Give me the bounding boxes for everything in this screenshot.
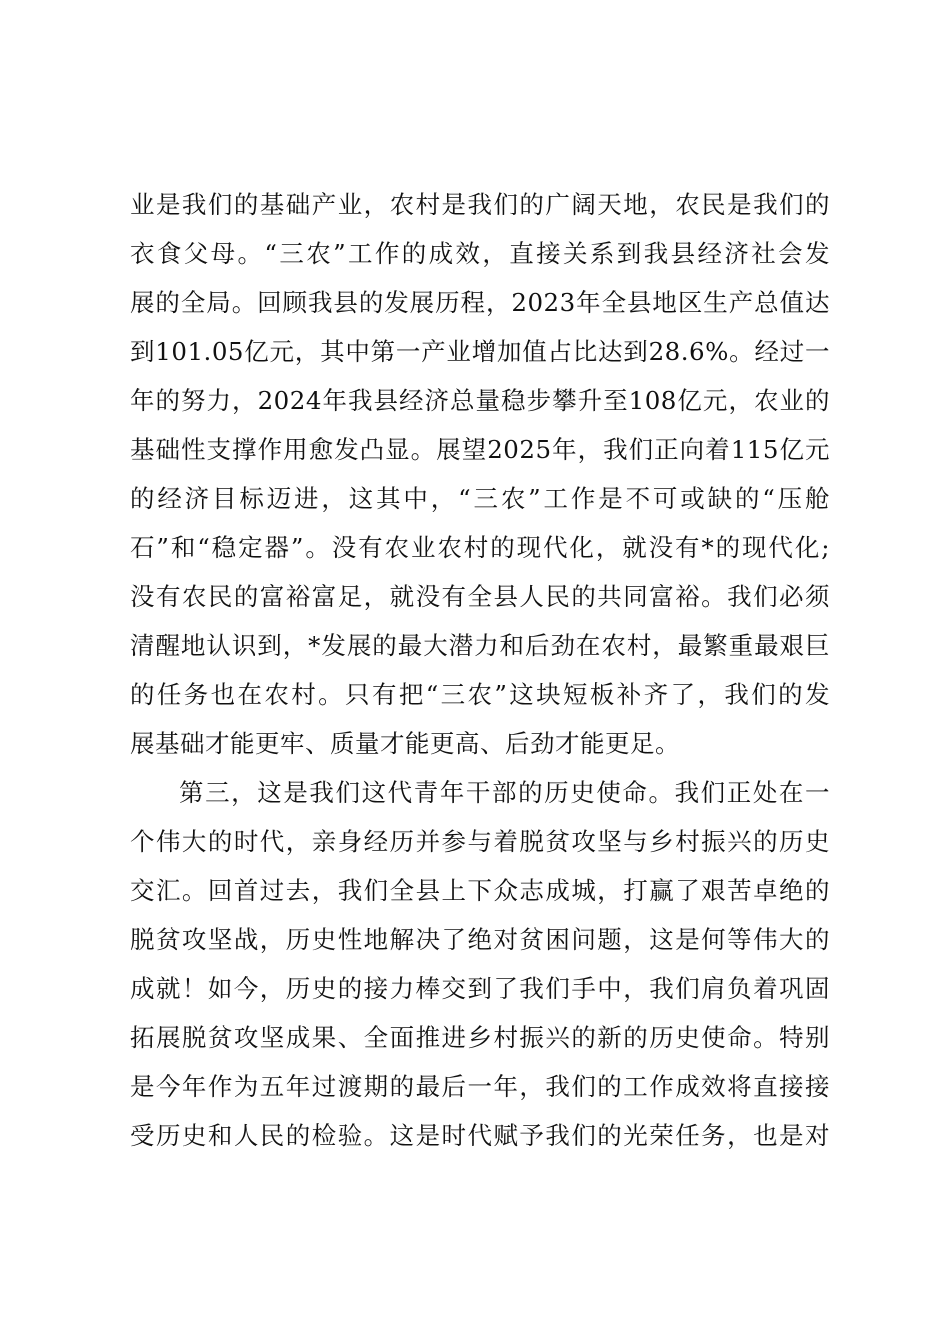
paragraph-1-line-11: 的任务也在农村。只有把“三农”这块短板补齐了，我们的发: [130, 680, 830, 709]
paragraph-2-line-1: 第三，这是我们这代青年干部的历史使命。我们正处在一: [179, 778, 830, 807]
paragraph-1-line-8: 石”和“稳定器”。没有农业农村的现代化，就没有*的现代化;: [130, 533, 830, 562]
paragraph-2-line-7: 是今年作为五年过渡期的最后一年，我们的工作成效将直接接: [130, 1072, 830, 1101]
paragraph-2-line-2: 个伟大的时代，亲身经历并参与着脱贫攻坚与乡村振兴的历史: [130, 827, 830, 856]
paragraph-1-line-7: 的经济目标迈进，这其中，“三农”工作是不可或缺的“压舱: [130, 484, 830, 513]
paragraph-2-line-6: 拓展脱贫攻坚成果、全面推进乡村振兴的新的历史使命。特别: [130, 1023, 830, 1052]
paragraph-1-line-2: 衣食父母。“三农”工作的成效，直接关系到我县经济社会发: [130, 239, 830, 268]
paragraph-1-line-9: 没有农民的富裕富足，就没有全县人民的共同富裕。我们必须: [130, 582, 830, 611]
paragraph-1-line-4: 到101.05亿元，其中第一产业增加值占比达到28.6%。经过一: [130, 337, 830, 366]
paragraph-1-line-6: 基础性支撑作用愈发凸显。展望2025年，我们正向着115亿元: [130, 435, 830, 464]
paragraph-2-line-4: 脱贫攻坚战，历史性地解决了绝对贫困问题，这是何等伟大的: [130, 925, 830, 954]
paragraph-2-line-5: 成就！如今，历史的接力棒交到了我们手中，我们肩负着巩固: [130, 974, 830, 1003]
paragraph-1-line-10: 清醒地认识到，*发展的最大潜力和后劲在农村，最繁重最艰巨: [130, 631, 830, 660]
paragraph-1-line-3: 展的全局。回顾我县的发展历程，2023年全县地区生产总值达: [130, 288, 830, 317]
paragraph-1-line-5: 年的努力，2024年我县经济总量稳步攀升至108亿元，农业的: [130, 386, 830, 415]
paragraph-2-line-8: 受历史和人民的检验。这是时代赋予我们的光荣任务，也是对: [130, 1121, 830, 1150]
paragraph-2-line-3: 交汇。回首过去，我们全县上下众志成城，打赢了艰苦卓绝的: [130, 876, 830, 905]
paragraph-1-line-12: 展基础才能更牢、质量才能更高、后劲才能更足。: [130, 729, 680, 758]
paragraph-1-line-1: 业是我们的基础产业，农村是我们的广阔天地，农民是我们的: [130, 190, 830, 219]
